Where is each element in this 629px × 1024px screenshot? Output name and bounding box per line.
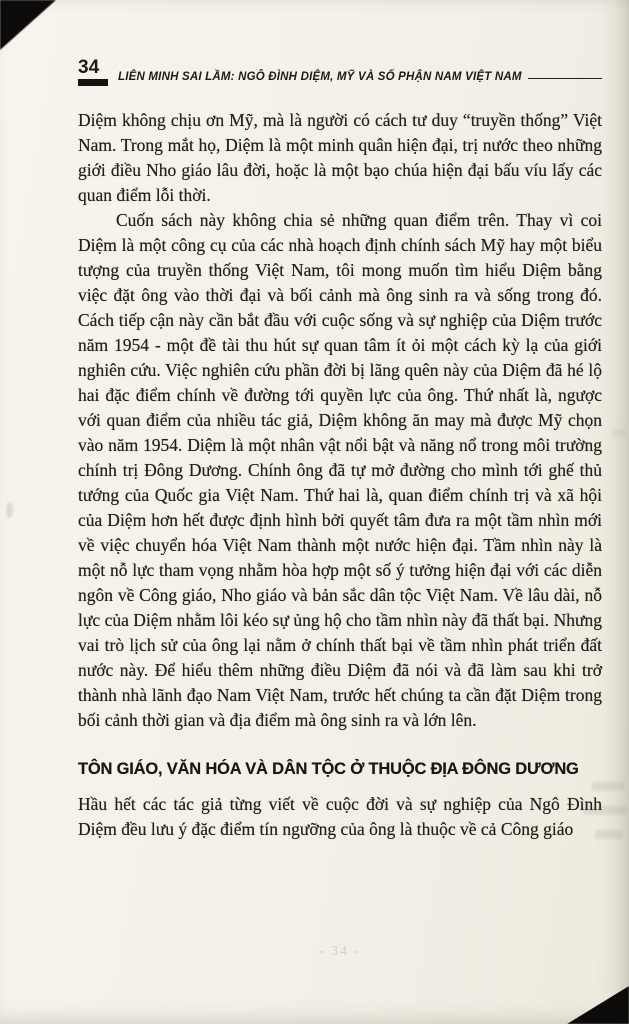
page-body (78, 108, 602, 842)
running-header-title: LIÊN MINH SAI LẦM: NGÔ ĐÌNH DIỆM, MỸ VÀ SỐ PHẬN NAM VIỆT NAM (118, 71, 522, 83)
scan-corner-artifact-bottom-right (567, 986, 629, 1024)
body-paragraph-3: Hầu hết các tác giả từng viết về cuộc đời và sự nghiệp của Ngô Đình Diệm đều lưu ý đặc điểm tín ngưỡng của ông là thuộc về cả Công giáo (78, 794, 602, 839)
body-paragraph-2: Cuốn sách này không chia sẻ những quan điểm trên. Thay vì coi Diệm là một công cụ của các nhà hoạch định chính sách Mỹ hay một biểu tượng của truyền thống Việt Nam, tôi mong muốn tìm hiểu Diệm bằng việc đặt ông vào thời đại và bối cảnh mà ông sinh ra và sống trong đó. Cách tiếp cận này cần bắt đầu với cuộc sống và sự nghiệp của Diệm trước năm 1954 - một đề tài thu hút sự quan tâm ít ỏi một cách kỳ lạ của giới nghiên cứu. Việc nghiên cứu phần đời bị lãng quên này của Diệm đã hé lộ hai đặc điểm chính về đường tới quyền lực của ông. Thứ nhất là, ngược với quan điểm của nhiều tác giả, Diệm không ăn may mà được Mỹ chọn vào năm 1954. Diệm là một nhân vật nổi bật và năng nổ trong môi trường chính trị Đông Dương. Chính ông đã tự mở đường cho mình tới ghế thủ tướng của Quốc gia Việt Nam. Thứ hai là, quan điểm chính trị và xã hội của Diệm hơn hết được định hình bởi quyết tâm đưa ra một tầm nhìn mới về việc chuyển hóa Việt Nam thành một nước hiện đại. Tầm nhìn này là một nỗ lực tham vọng nhằm hòa hợp một số ý tưởng hiện đại với các diễn ngôn về Công giáo, Nho giáo và bản sắc dân tộc Việt Nam. Về lâu dài, nỗ lực của Diệm nhằm lôi kéo sự ủng hộ cho tầm nhìn này đã thất bại. Nhưng vai trò lịch sử của ông lại nằm ở chính thất bại về tầm nhìn phát triển đất nước này. Để hiểu thêm những điều Diệm đã nói và đã làm sau khi trở thành nhà lãnh đạo Nam Việt Nam, trước hết chúng ta cần đặt Diệm trong bối cảnh thời gian và địa điểm mà ông sinh ra và lớn lên. (78, 210, 602, 730)
bleed-through-artifact (612, 430, 626, 437)
running-header (78, 58, 602, 86)
section-heading: TÔN GIÁO, VĂN HÓA VÀ DÂN TỘC Ở THUỘC ĐỊA ĐÔNG DƯƠNG (78, 760, 579, 778)
header-rule-line (528, 78, 602, 79)
page-footer-number: - 34 - (318, 944, 362, 959)
page-number-underline-bar (78, 79, 108, 86)
body-paragraph-1: Diệm không chịu ơn Mỹ, mà là người có cách tư duy “truyền thống” Việt Nam. Trong mắt họ, Diệm là một minh quân hiện đại, trị nước theo những giới điều Nho giáo lâu đời, hoặc là một bạo chúa hiện đại bấu víu lấy các quan điểm lỗi thời. (78, 110, 602, 205)
page-number: 34 (78, 57, 100, 78)
scan-speck-artifact (6, 502, 13, 518)
running-header-title-block (118, 71, 602, 86)
page-number-block (78, 58, 108, 86)
scan-corner-artifact-top-left (0, 0, 56, 50)
